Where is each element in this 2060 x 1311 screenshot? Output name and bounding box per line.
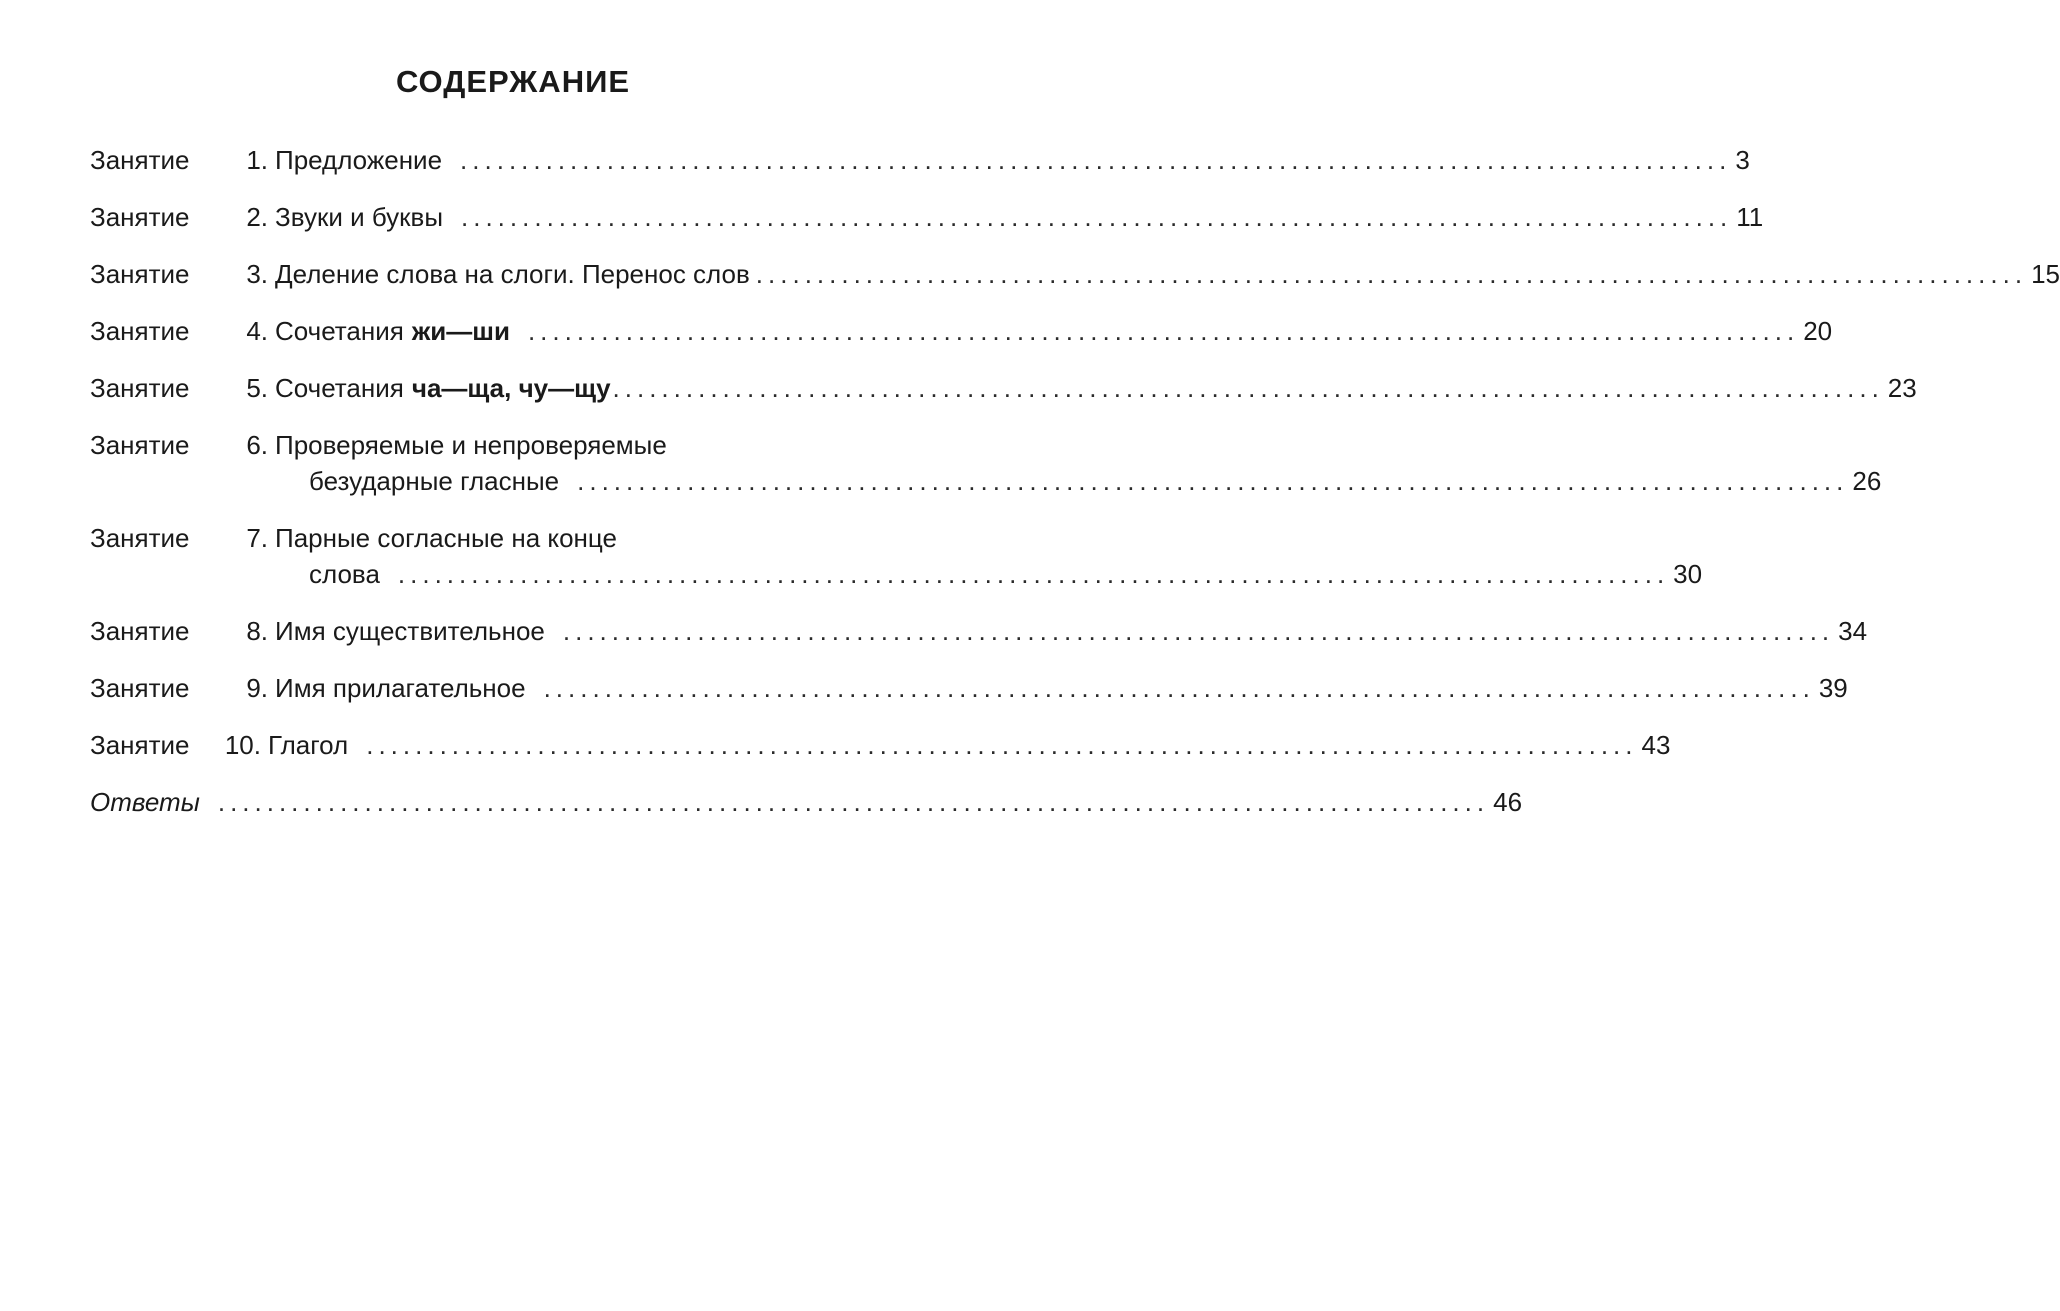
toc-entry-page: 39 [1818,673,1848,703]
toc-entry-label: Занятие [90,523,190,553]
toc-entry-title: Сочетания [275,316,404,346]
toc-entry-7-continued[interactable] [90,556,1703,592]
toc-entry-number: 6. [246,430,268,460]
toc-entry-label: Занятие [90,373,190,403]
toc-entry-page: 34 [1838,616,1868,646]
dot-leader: ........................................................................................................ [562,616,1835,646]
toc-entry-1[interactable] [90,142,1750,178]
toc-entry-number: 3. [246,259,268,289]
toc-entry-6-continued[interactable] [90,463,1882,499]
dot-leader: ........................................................................................................ [460,145,1732,175]
toc-entry-page: 15 [2031,259,2060,289]
toc-entry-label: Занятие [90,730,190,760]
dot-leader: ........................................................................................................ [366,730,1638,760]
toc-entry-number: 10. [224,730,261,760]
toc-entry-title: Проверяемые и непроверяемые [275,430,667,460]
toc-entry-6[interactable] [90,427,934,463]
toc-entry-title: Имя существительное [275,616,545,646]
toc-entry-2[interactable] [90,199,1764,235]
toc-entry-number: 2. [246,202,268,232]
toc-entry-5[interactable] [90,370,1917,406]
toc-entry-number: 4. [246,316,268,346]
dot-leader: ........................................................................................................ [543,673,1815,703]
toc-entry-number: 8. [246,616,268,646]
toc-entry-7[interactable] [90,520,934,556]
toc-entry-title: Звуки и буквы [275,202,444,232]
dot-leader: ........................................................................................................ [461,202,1733,232]
toc-entry-3[interactable] [90,256,2060,292]
toc-entry-title: Деление слова на слоги. Перенос слов [275,259,750,289]
toc-entry-page: 3 [1735,145,1750,175]
dot-leader: ........................................................................................................ [755,259,2028,289]
toc-entry-label: Занятие [90,259,190,289]
dot-leader: ........................................................................................................ [527,316,1800,346]
toc-entry-title-emphasis: ча—ща, чу—щу [411,373,611,403]
toc-entry-page: 43 [1641,730,1671,760]
toc-entry-title-emphasis: жи—ши [411,316,510,346]
toc-entry-title: слова [309,559,380,589]
toc-entry-10[interactable] [90,727,1671,763]
toc-entry-9[interactable] [90,670,1848,706]
toc-entry-title: Сочетания [275,373,404,403]
toc-entry-page: 26 [1852,466,1882,496]
toc-entry-label: Занятие [90,202,190,232]
toc-entry-label: Занятие [90,673,190,703]
toc-entry-title: Глагол [268,730,349,760]
toc-entry-title: безударные гласные [309,466,560,496]
toc-answers-label: Ответы [90,787,200,817]
toc-entry-page: 20 [1803,316,1833,346]
toc-entry-8[interactable] [90,613,1868,649]
toc-entry-title: Парные согласные на конце [275,523,617,553]
toc-entry-page: 11 [1736,202,1764,232]
toc-entry-page: 30 [1673,559,1703,589]
dot-leader: ........................................................................................................ [612,373,1884,403]
toc-entry-number: 1. [246,145,268,175]
toc-entry-label: Занятие [90,430,190,460]
toc-entry-4[interactable] [90,313,1833,349]
dot-leader: ........................................................................................................ [397,559,1670,589]
dot-leader: ........................................................................................................ [577,466,1849,496]
toc-entry-page: 46 [1493,787,1523,817]
toc-entry-answers[interactable] [90,784,1523,820]
page-title: СОДЕРЖАНИЕ [395,64,631,99]
dot-leader: ........................................................................................................ [217,787,1490,817]
toc-entry-number: 9. [246,673,268,703]
toc-entry-title: Предложение [275,145,443,175]
toc-entry-page: 23 [1887,373,1917,403]
toc-entry-number: 7. [246,523,268,553]
toc-entry-label: Занятие [90,145,190,175]
toc-entry-number: 5. [246,373,268,403]
toc-entry-title: Имя прилагательное [275,673,526,703]
toc-entry-label: Занятие [90,316,190,346]
toc-entry-label: Занятие [90,616,190,646]
